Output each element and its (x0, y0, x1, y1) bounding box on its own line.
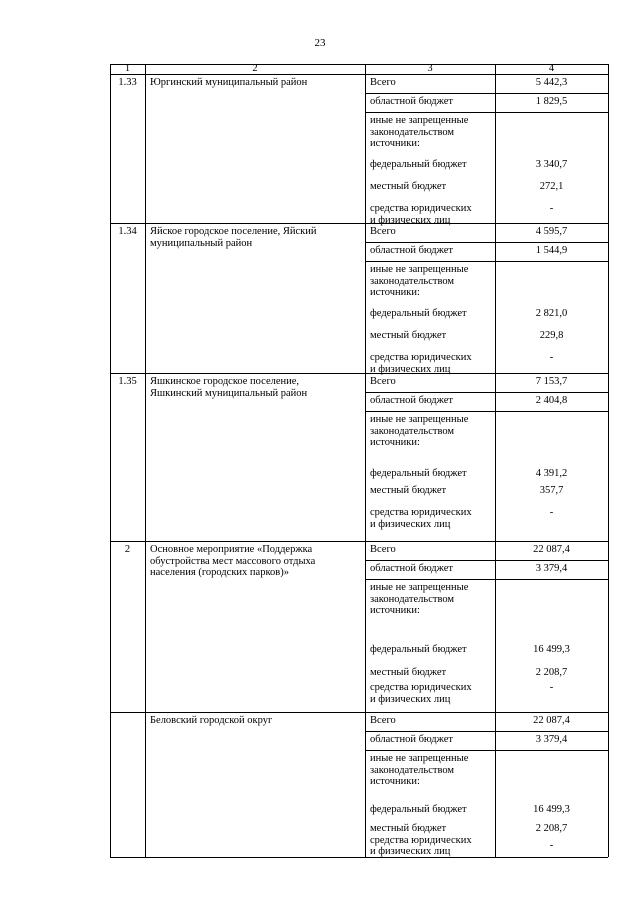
budget-line-value: - (549, 840, 554, 851)
budget-line-value: 3 379,4 (535, 563, 568, 574)
row-name-line: Яйское городское поселение, Яйский (150, 226, 317, 237)
row-name-line: населения (городских парков)» (150, 567, 289, 578)
budget-line-label: Всего (370, 226, 396, 237)
budget-line-value: 22 087,4 (533, 544, 570, 555)
budget-line-label: областной бюджет (370, 563, 453, 574)
source-label-line: источники: (370, 138, 420, 149)
budget-line-label: средства юридических (370, 507, 472, 518)
column-header: 4 (548, 63, 555, 74)
federal-budget-label: федеральный бюджет (370, 804, 467, 815)
federal-budget-value: 3 340,7 (535, 159, 568, 170)
row-number: 2 (124, 544, 131, 555)
budget-line-label: местный бюджет (370, 823, 447, 834)
budget-line-value: 2 404,8 (535, 395, 568, 406)
row-number: 1.33 (118, 77, 137, 88)
budget-line-label: Всего (370, 376, 396, 387)
federal-budget-value: 4 391,2 (535, 468, 568, 479)
table-bottom-border (110, 857, 608, 858)
row-separator (110, 712, 608, 713)
budget-line-label: местный бюджет (370, 330, 447, 341)
row-name-line: Яшкинский муниципальный район (150, 387, 308, 399)
source-label-line: законодательством (370, 425, 455, 437)
budget-line-value: 2 208,7 (535, 823, 568, 834)
source-label-line: законодательством (370, 764, 455, 776)
subrow-separator (365, 750, 608, 751)
subrow-separator (365, 579, 608, 580)
budget-line-value: - (549, 682, 554, 693)
budget-line-label: средства юридических (370, 834, 472, 846)
federal-budget-label: федеральный бюджет (370, 308, 467, 319)
source-label-line: источники: (370, 776, 420, 787)
budget-line-label: и физических лиц (370, 846, 451, 857)
budget-line-value: - (549, 203, 554, 214)
budget-line-label: средства юридических (370, 352, 472, 363)
source-label-line: законодательством (370, 593, 455, 605)
subrow-separator (365, 242, 608, 243)
budget-line-value: 5 442,3 (535, 77, 568, 88)
budget-line-label: средства юридических (370, 203, 472, 214)
column-header: 1 (124, 63, 131, 74)
budget-line-value: - (549, 352, 554, 363)
federal-budget-label: федеральный бюджет (370, 159, 467, 170)
budget-line-label: областной бюджет (370, 245, 453, 256)
budget-line-label: и физических лиц (370, 693, 451, 705)
row-name-line: Основное мероприятие «Поддержка (150, 544, 313, 555)
budget-line-value: 272,1 (539, 181, 564, 192)
source-label-line: законодательством (370, 275, 455, 287)
budget-line-label: областной бюджет (370, 395, 453, 406)
source-label-line: законодательством (370, 126, 455, 138)
row-number: 1.34 (118, 226, 137, 237)
subrow-separator (365, 112, 608, 113)
federal-budget-value: 16 499,3 (533, 644, 570, 655)
federal-budget-value: 2 821,0 (535, 308, 568, 319)
column-divider (365, 64, 366, 857)
budget-line-label: Всего (370, 77, 396, 88)
source-label-line: иные не запрещенные (370, 414, 469, 425)
subrow-separator (365, 93, 608, 94)
row-separator (110, 373, 608, 374)
federal-budget-value: 16 499,3 (533, 804, 570, 815)
source-label-line: источники: (370, 605, 420, 616)
subrow-separator (365, 261, 608, 262)
source-label-line: иные не запрещенные (370, 582, 469, 593)
budget-line-value: 4 595,7 (535, 226, 568, 237)
subrow-separator (365, 392, 608, 393)
column-header: 2 (252, 63, 258, 74)
budget-line-label: областной бюджет (370, 96, 453, 107)
column-divider (145, 64, 146, 857)
row-name-line: Беловский городской округ (150, 715, 273, 726)
subrow-separator (365, 411, 608, 412)
source-label-line: источники: (370, 437, 420, 448)
page-number: 23 (314, 37, 326, 49)
row-name-line: обустройства мест массового отдыха (150, 555, 316, 567)
budget-line-label: местный бюджет (370, 181, 447, 192)
budget-line-label: местный бюджет (370, 485, 447, 496)
source-label-line: иные не запрещенные (370, 753, 469, 764)
subrow-separator (365, 560, 608, 561)
budget-line-value: 229,8 (539, 330, 564, 341)
budget-line-value: 3 379,4 (535, 734, 568, 745)
budget-line-value: 357,7 (539, 485, 564, 496)
budget-line-value: 1 829,5 (535, 96, 568, 107)
budget-line-value: 7 153,7 (535, 376, 568, 387)
source-label-line: источники: (370, 287, 420, 298)
budget-line-label: местный бюджет (370, 667, 447, 678)
row-separator (110, 223, 608, 224)
row-separator (110, 541, 608, 542)
federal-budget-label: федеральный бюджет (370, 468, 467, 479)
budget-line-label: Всего (370, 544, 396, 555)
budget-line-value: 1 544,9 (535, 245, 568, 256)
column-divider (608, 64, 609, 857)
budget-line-label: и физических лиц (370, 214, 451, 226)
row-name-line: Юргинский муниципальный район (150, 77, 308, 88)
column-header: 3 (427, 63, 433, 74)
budget-line-label: и физических лиц (370, 363, 451, 375)
budget-line-label: Всего (370, 715, 396, 726)
budget-line-value: - (549, 507, 554, 518)
subrow-separator (365, 731, 608, 732)
column-divider (110, 64, 111, 857)
budget-line-value: 22 087,4 (533, 715, 570, 726)
federal-budget-label: федеральный бюджет (370, 644, 467, 655)
source-label-line: иные не запрещенные (370, 264, 469, 275)
row-name-line: Яшкинское городское поселение, (150, 376, 300, 387)
row-number: 1.35 (118, 376, 137, 387)
budget-line-label: областной бюджет (370, 734, 453, 745)
budget-line-label: средства юридических (370, 682, 472, 693)
row-name-line: муниципальный район (150, 237, 253, 249)
source-label-line: иные не запрещенные (370, 115, 469, 126)
budget-line-value: 2 208,7 (535, 667, 568, 678)
budget-line-label: и физических лиц (370, 518, 451, 530)
